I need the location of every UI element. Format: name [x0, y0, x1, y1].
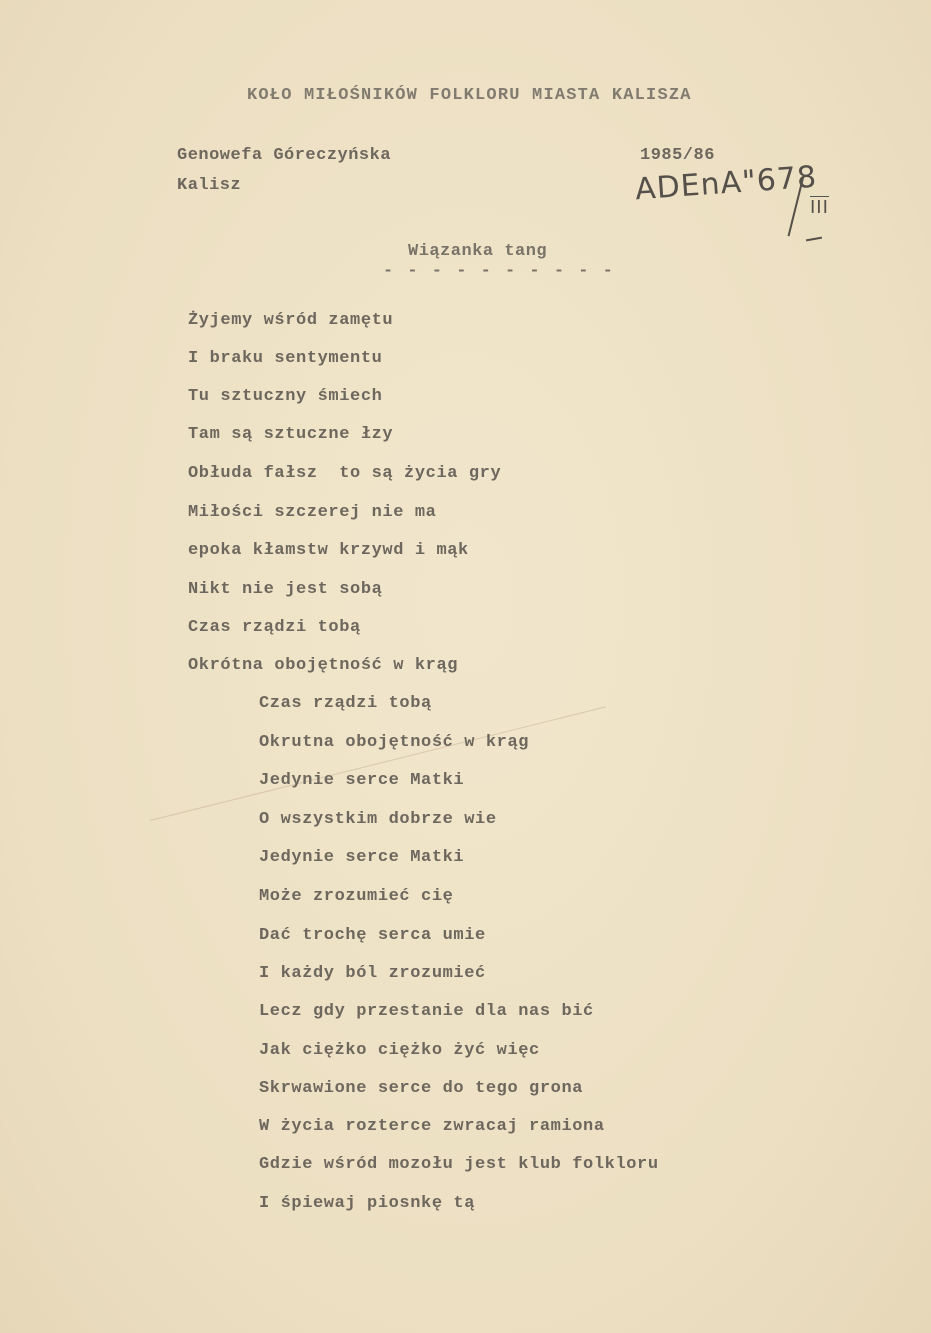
- organization-header: KOŁO MIŁOŚNIKÓW FOLKLORU MIASTA KALISZA: [247, 86, 692, 105]
- verse-line: O wszystkim dobrze wie: [259, 810, 497, 829]
- verse-line: Jedynie serce Matki: [259, 771, 465, 790]
- verse-line: Lecz gdy przestanie dla nas bić: [259, 1002, 594, 1021]
- verse-line: Gdzie wśród mozołu jest klub folkloru: [259, 1155, 659, 1174]
- verse-line: Tu sztuczny śmiech: [188, 387, 383, 406]
- archive-code: ADEnA"678: [634, 159, 819, 208]
- verse-line: I śpiewaj piosnkę tą: [259, 1194, 476, 1213]
- verse-line: Może zrozumieć cię: [259, 887, 454, 906]
- verse-line: Czas rządzi tobą: [259, 694, 432, 713]
- verse-line: Tam są sztuczne łzy: [188, 425, 394, 444]
- verse-line: Jedynie serce Matki: [259, 848, 465, 867]
- song-title: Wiązanka tang: [408, 242, 548, 261]
- verse-line: Żyjemy wśród zamętu: [188, 311, 394, 330]
- verse-line: epoka kłamstw krzywd i mąk: [188, 541, 469, 560]
- archive-fraction: III: [810, 197, 829, 218]
- author-city: Kalisz: [177, 176, 242, 195]
- verse-line: Okrótna obojętność w krąg: [188, 656, 459, 675]
- verse-line: Skrwawione serce do tego grona: [259, 1079, 584, 1098]
- year-label: 1985/86: [640, 146, 715, 165]
- verse-line: Czas rządzi tobą: [188, 618, 361, 637]
- verse-line: Obłuda fałsz to są życia gry: [188, 464, 502, 483]
- verse-line: Dać trochę serca umie: [259, 926, 486, 945]
- title-underline: - - - - - - - - - -: [383, 262, 615, 281]
- verse-line: Okrutna obojętność w krąg: [259, 733, 530, 752]
- verse-line: I braku sentymentu: [188, 349, 383, 368]
- verse-line: Nikt nie jest sobą: [188, 580, 383, 599]
- author-name: Genowefa Góreczyńska: [177, 146, 392, 165]
- verse-line: Miłości szczerej nie ma: [188, 503, 437, 522]
- verse-line: I każdy ból zrozumieć: [259, 964, 486, 983]
- verse-line: Jak ciężko ciężko żyć więc: [259, 1041, 540, 1060]
- verse-line: W życia rozterce zwracaj ramiona: [259, 1117, 605, 1136]
